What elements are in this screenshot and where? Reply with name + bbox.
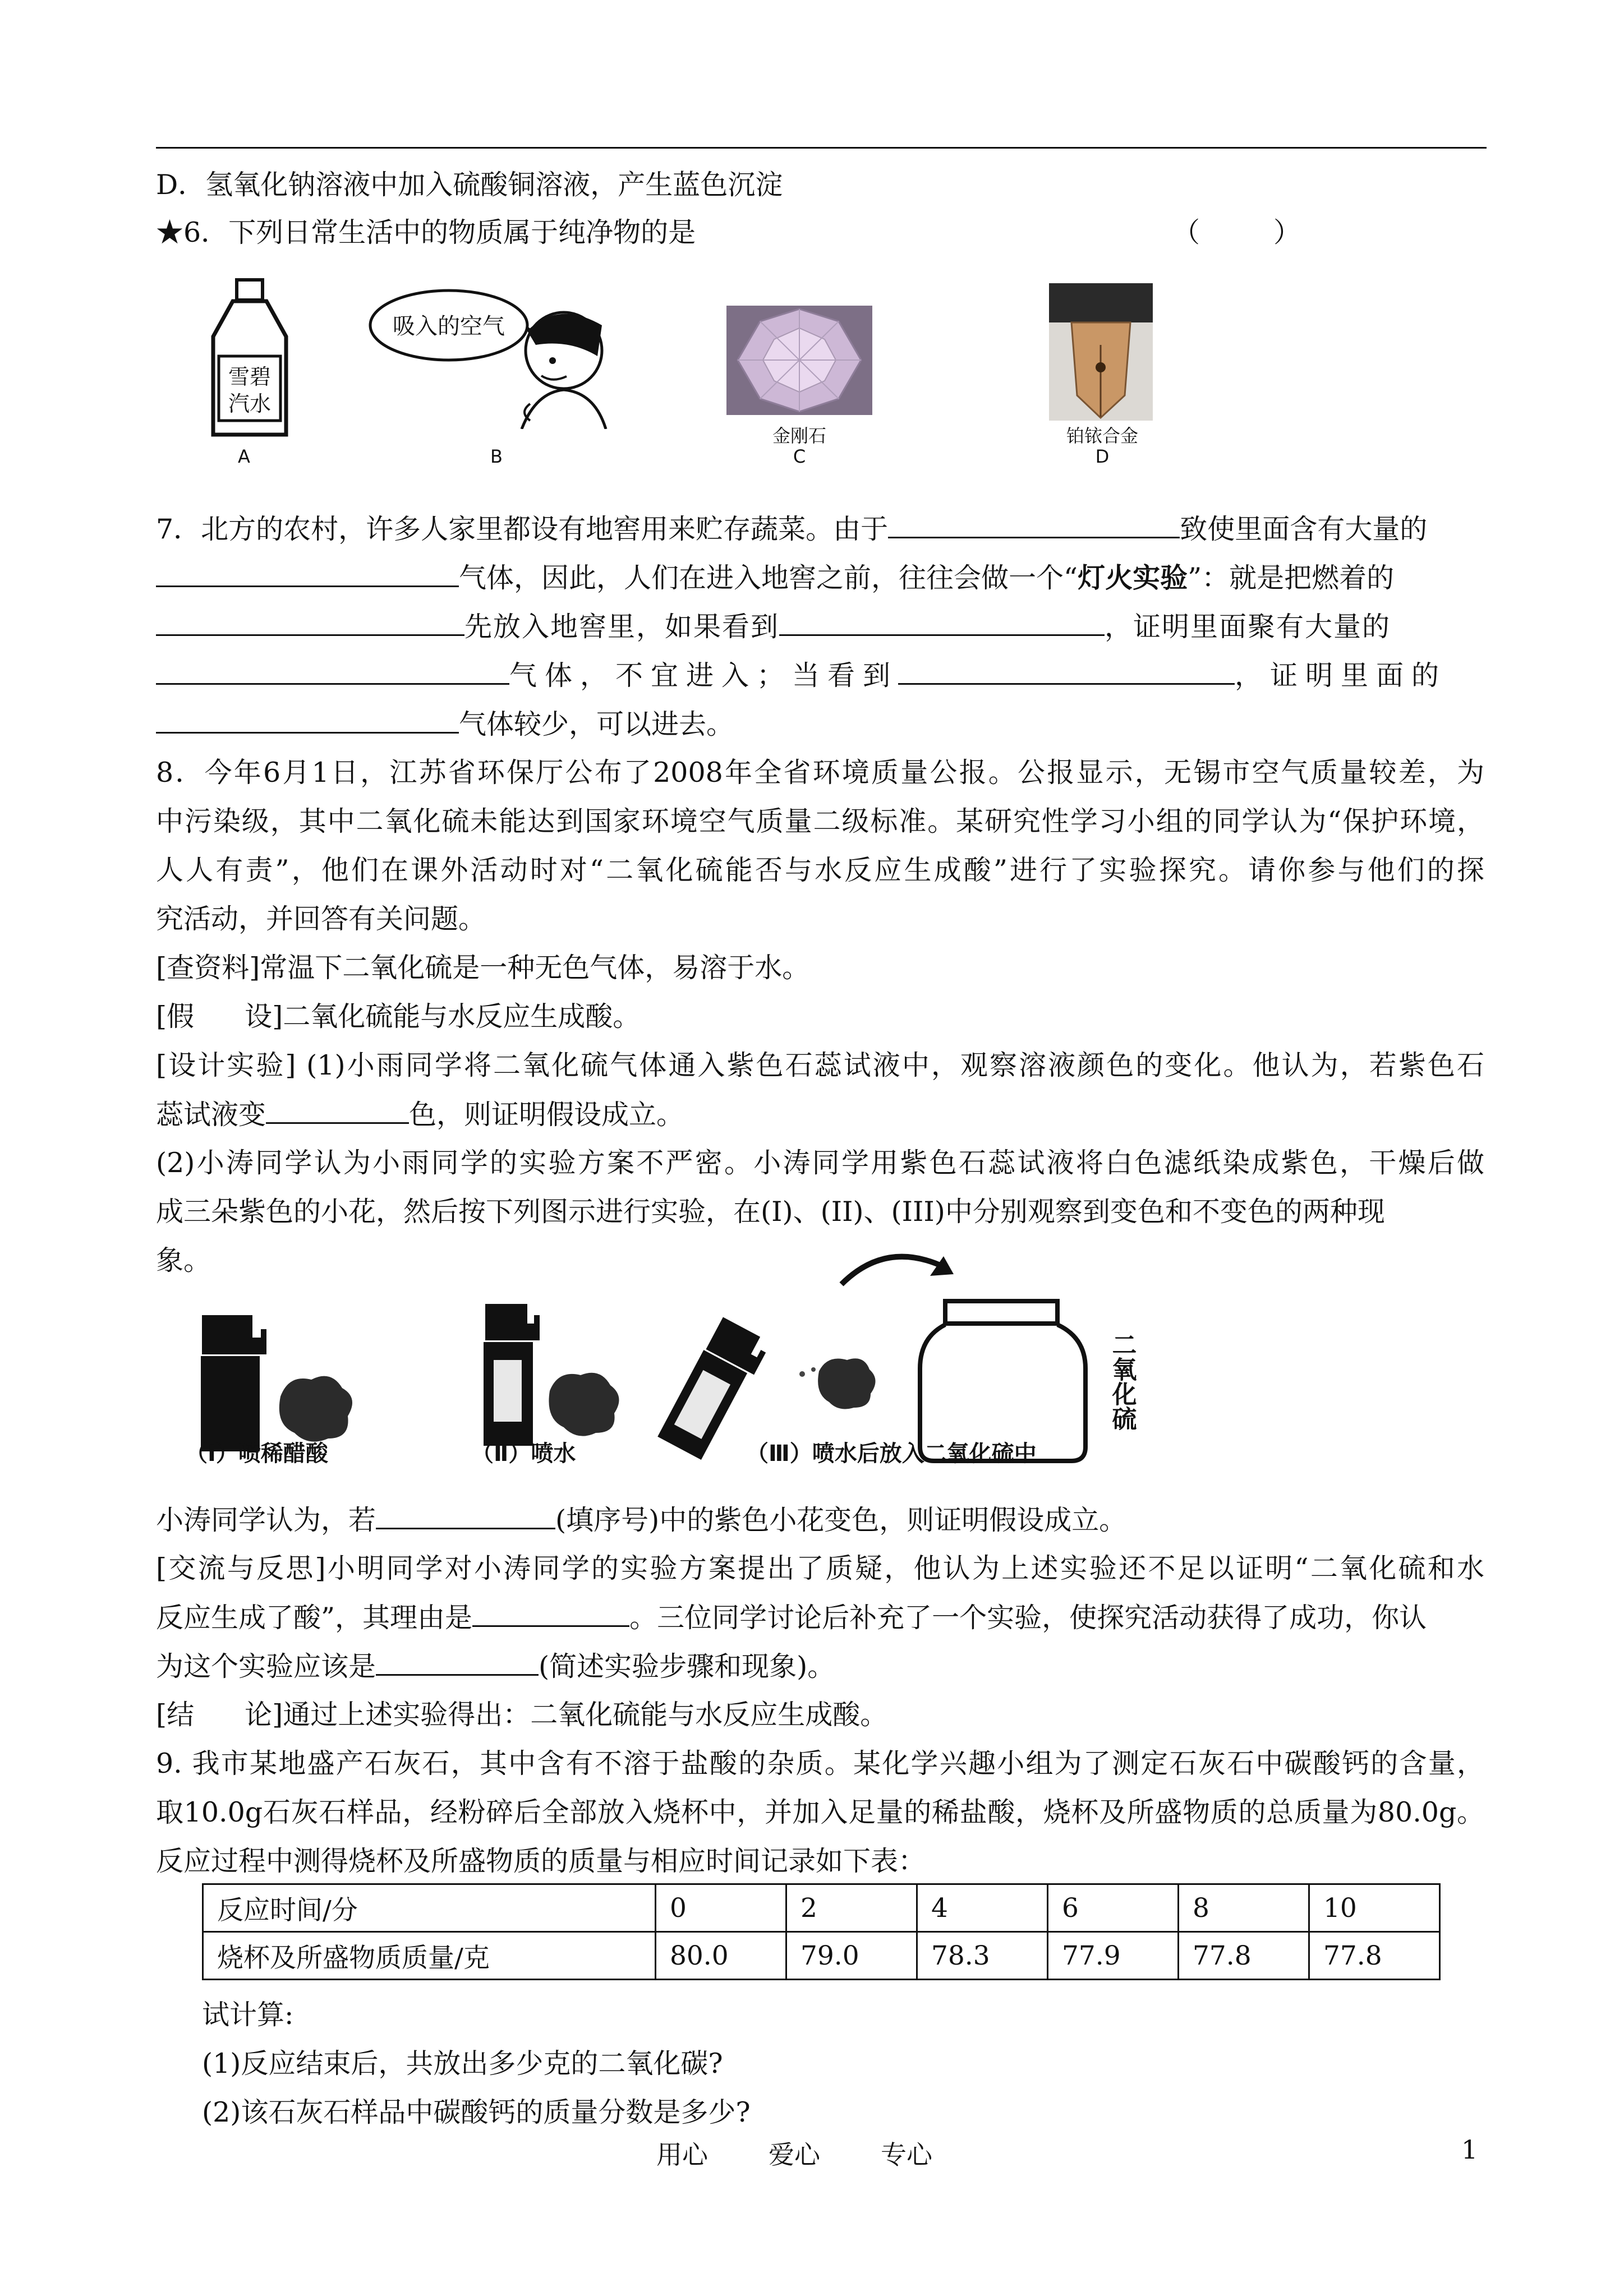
flower-1-icon <box>279 1376 352 1442</box>
q7-line-4 <box>156 658 1447 693</box>
table-cell: 77.9 <box>1048 1932 1179 1980</box>
q8-conclusion-1a: 小涛同学认为，若 <box>156 1504 376 1536</box>
q8-design-1b <box>156 1098 684 1132</box>
q9-calc-1: (1)反应结束后，共放出多少克的二氧化碳? <box>202 2048 723 2080</box>
q8-para-line-4: 究活动，并回答有关问题。 <box>156 903 486 935</box>
q7-blank-7[interactable] <box>156 707 459 734</box>
q7-blank-3[interactable] <box>156 610 464 636</box>
q8-blank-color[interactable] <box>266 1098 409 1124</box>
flower-2-icon <box>549 1373 619 1436</box>
q8-design-2c: 象。 <box>156 1244 211 1276</box>
q6-stem: ★6．下列日常生活中的物质属于纯净物的是 <box>156 216 696 248</box>
q6-answer-paren-open: （ <box>1172 216 1200 248</box>
sprayer-1-icon <box>201 1315 266 1451</box>
q8-hypothesis <box>156 1000 640 1034</box>
q8-conclusion-1 <box>156 1503 1126 1537</box>
q8-conclusion-1b: (填序号)中的紫色小花变色，则证明假设成立。 <box>555 1504 1127 1536</box>
q7-blank-2[interactable] <box>156 561 459 587</box>
q8-discussion-2b: 。三位同学讨论后补充了一个实验，使探究活动获得了成功，你认 <box>629 1602 1427 1634</box>
table-cell: 8 <box>1179 1884 1309 1932</box>
q6-answer-paren-close: ） <box>1273 216 1301 248</box>
q8-hypothesis-text: 二氧化硫能与水反应生成酸。 <box>283 1001 641 1032</box>
q8-discussion-1: [交流与反思]小明同学对小涛同学的实验方案提出了质疑，他认为上述实验还不足以证明“二氧化硫和水 <box>156 1552 1484 1584</box>
q7-text-2a: 气体，因此，人们在进入地窖之前，往往会做一个“ <box>459 562 1078 594</box>
q7-text-4b: ，证明里面的 <box>1235 660 1447 691</box>
table-cell: 79.0 <box>786 1932 917 1980</box>
table-row <box>203 1884 1440 1932</box>
footer-text-3: 专心 <box>881 2140 932 2170</box>
q7-blank-1[interactable] <box>888 512 1180 538</box>
q5-option-d: D．氢氧化钠溶液中加入硫酸铜溶液，产生蓝色沉淀 <box>156 169 783 201</box>
q7-line-3 <box>156 610 1391 644</box>
q7-blank-5[interactable] <box>156 658 509 685</box>
table-cell: 4 <box>917 1884 1048 1932</box>
q6-option-b-letter: B <box>490 446 503 467</box>
q8-fig-caption-1: （Ⅰ）喷稀醋酸 <box>185 1441 328 1467</box>
q9-calc-heading: 试计算: <box>202 1999 294 2031</box>
q8-conclusion-tag-a: [结 <box>156 1699 195 1731</box>
header-rule <box>156 147 1487 149</box>
q6-option-c-diamond-figure <box>726 306 872 415</box>
table-row <box>203 1932 1440 1980</box>
q8-blank-reason[interactable] <box>472 1601 629 1627</box>
q7-text-3a: 先放入地窖里，如果看到 <box>464 611 780 643</box>
q8-discussion-3a: 为这个实验应该是 <box>156 1650 376 1682</box>
table-header-time: 反应时间/分 <box>203 1884 656 1932</box>
q7-fire-test-term: 灯火实验 <box>1078 561 1188 594</box>
table-cell: 77.8 <box>1309 1932 1440 1980</box>
q8-fig-caption-3: （Ⅲ）喷水后放入二氧化硫中 <box>746 1441 1037 1467</box>
table-cell: 10 <box>1309 1884 1440 1932</box>
q9-calc-2: (2)该石灰石样品中碳酸钙的质量分数是多少? <box>202 2096 751 2128</box>
page-number: 1 <box>1461 2134 1478 2165</box>
q9-para-line-2: 取10.0g石灰石样品，经粉碎后全部放入烧杯中，并加入足量的稀盐酸，烧杯及所盛物质的总质量为80.0g。 <box>156 1796 1484 1828</box>
q8-hypothesis-tag-a: [假 <box>156 1001 195 1032</box>
q6-option-c-label: 金刚石 <box>772 425 826 446</box>
q6-bottle-text-1: 雪碧 <box>228 365 272 389</box>
q8-conclusion-text: 通过上述实验得出：二氧化硫能与水反应生成酸。 <box>283 1699 888 1731</box>
table-cell: 77.8 <box>1179 1932 1309 1980</box>
q8-para-line-1: 8．今年6月1日，江苏省环保厅公布了2008年全省环境质量公报。公报显示，无锡市空气质量较差，为 <box>156 757 1484 789</box>
q6-option-b-boy-figure <box>367 283 609 429</box>
q7-line-5 <box>156 707 734 741</box>
q6-bottle-text-2: 汽水 <box>228 391 272 416</box>
q7-text-1b: 致使里面含有大量的 <box>1180 513 1428 545</box>
q8-design-2a: (2)小涛同学认为小雨同学的实验方案不严密。小涛同学用紫色石蕊试液将白色滤纸染成紫色，干燥后做 <box>156 1147 1484 1179</box>
q9-data-table <box>202 1883 1441 1980</box>
q7-text-2b: ”：就是把燃着的 <box>1188 562 1395 594</box>
q8-discussion-2 <box>156 1601 1427 1635</box>
q8-info: [查资料]常温下二氧化硫是一种无色气体，易溶于水。 <box>156 952 810 984</box>
q8-design-1b-a: 蕊试液变 <box>156 1099 266 1131</box>
q7-text-3b: ，证明里面聚有大量的 <box>1105 611 1391 643</box>
q8-discussion-3 <box>156 1649 835 1684</box>
q8-final-conclusion <box>156 1698 887 1732</box>
q7-text-1a: 7．北方的农村，许多人家里都设有地窖用来贮存蔬菜。由于 <box>156 513 889 545</box>
q6-option-a-letter: A <box>238 446 250 467</box>
table-header-mass: 烧杯及所盛物质质量/克 <box>203 1932 656 1980</box>
arrow-icon <box>841 1257 945 1284</box>
q8-design-1: [设计实验] (1)小雨同学将二氧化硫气体通入紫色石蕊试液中，观察溶液颜色的变化。他认为，若紫色石 <box>156 1049 1484 1081</box>
table-cell: 6 <box>1048 1884 1179 1932</box>
flower-3-icon <box>818 1358 875 1409</box>
table-cell: 78.3 <box>917 1932 1048 1980</box>
q8-blank-seq[interactable] <box>376 1503 555 1529</box>
q8-fig-caption-2: （Ⅱ）喷水 <box>471 1441 576 1467</box>
q6-option-a-bottle-figure <box>202 278 297 440</box>
q8-para-line-3: 人人有责”，他们在课外活动时对“二氧化硫能否与水反应生成酸”进行了实验探究。请你参与他们的探 <box>156 854 1484 886</box>
q7-text-4a: 气体，不宜进入；当看到 <box>509 660 899 691</box>
table-cell: 80.0 <box>656 1932 786 1980</box>
q6-option-d-pen-nib-figure <box>1049 283 1153 421</box>
footer-text-2: 爱心 <box>769 2140 820 2170</box>
q7-line-2 <box>156 561 1394 595</box>
q8-discussion-3b: (简述实验步骤和现象)。 <box>539 1650 835 1682</box>
q8-blank-experiment[interactable] <box>376 1649 539 1676</box>
sprayer-2-icon <box>484 1304 540 1446</box>
q8-design-1b-b: 色，则证明假设成立。 <box>409 1099 684 1131</box>
q8-discussion-2a: 反应生成了酸”，其理由是 <box>156 1602 473 1634</box>
jar-label: 二氧化硫 <box>1107 1332 1137 1431</box>
q9-para-line-3: 反应过程中测得烧杯及所盛物质的质量与相应时间记录如下表： <box>156 1845 926 1877</box>
q8-hypothesis-tag-b: 设] <box>245 1001 283 1032</box>
q8-para-line-2: 中污染级，其中二氧化硫未能达到国家环境空气质量二级标准。某研究性学习小组的同学认为“保护环境， <box>156 805 1484 837</box>
q6-bubble-text: 吸入的空气 <box>393 313 505 339</box>
table-cell: 2 <box>786 1884 917 1932</box>
q6-option-d-label: 铂铱合金 <box>1066 425 1138 446</box>
q7-text-5a: 气体较少，可以进去。 <box>459 708 734 740</box>
q7-blank-4[interactable] <box>779 610 1105 636</box>
table-cell: 0 <box>656 1884 786 1932</box>
q6-option-d-letter: D <box>1095 446 1110 467</box>
q8-conclusion-tag-b: 论] <box>245 1699 283 1731</box>
q6-option-c-letter: C <box>793 446 806 467</box>
q8-design-2b: 成三朵紫色的小花，然后按下列图示进行实验，在(I)、(II)、(III)中分别观察到变色和不变色的两种现 <box>156 1196 1385 1228</box>
footer-text-1: 用心 <box>656 2140 708 2170</box>
q7-line-1 <box>156 512 1427 546</box>
q7-blank-6[interactable] <box>898 658 1235 685</box>
q9-para-line-1: 9. 我市某地盛产石灰石，其中含有不溶于盐酸的杂质。某化学兴趣小组为了测定石灰石中碳酸钙的含量， <box>156 1748 1484 1779</box>
